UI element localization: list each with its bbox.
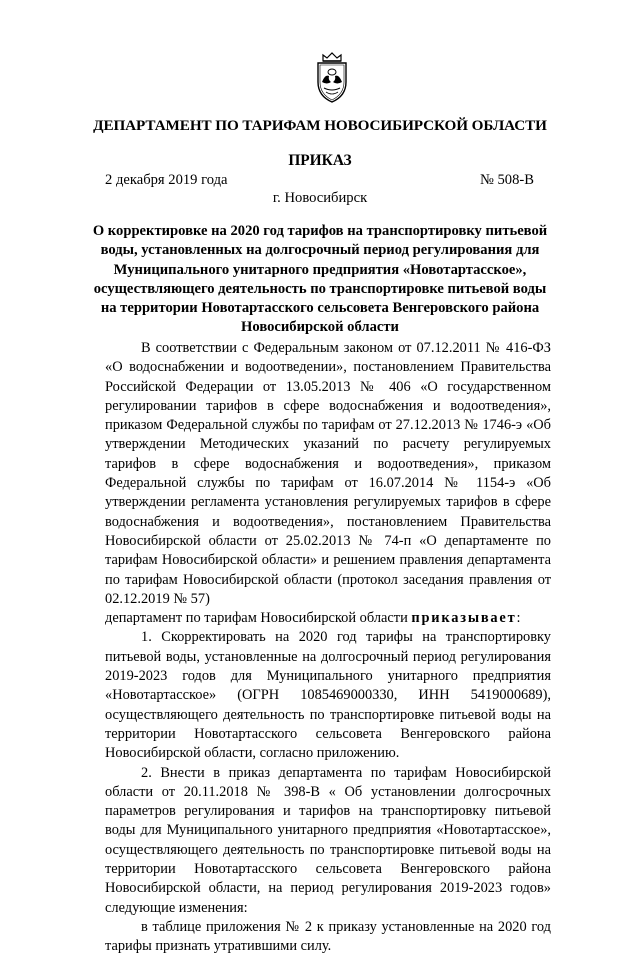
- document-number: № 508-В: [479, 172, 534, 188]
- document-title: О корректировке на 2020 год тарифов на транспортировку питьевой воды, установленных на долгосрочный период регулирования для Муниципального унитарного предприятия «Новотартасское», осуществляющего деятельность по транспортировке питьевой воды на территории Новотартасского сельсовета Венгеровского района Новосибирской области: [92, 223, 548, 336]
- decree-prefix: департамент по тарифам Новосибирской области: [105, 610, 412, 627]
- novosibirsk-oblast-coat-of-arms-icon: [312, 52, 352, 104]
- document-body: [105, 339, 551, 957]
- document-date: 2 декабря 2019 года: [105, 172, 228, 188]
- item-1-paragraph: 1. Скорректировать на 2020 год тарифы на транспортировку питьевой воды, установленные на долгосрочный период регулирования 2019-2023 годов для Муниципального унитарного предприятия «Новотартасское» (ОГРН 1085469000330, ИНН 5419000689), осуществляющего деятельность по транспортировке питьевой воды на территории Новотартасского сельсовета Венгеровского района Новосибирской области, согласно приложению.: [105, 629, 551, 762]
- preamble-paragraph: В соответствии с Федеральным законом от 07.12.2011 № 416-ФЗ «О водоснабжении и водоотведении», постановлением Правительства Российской Федерации от 13.05.2013 № 406 «О государственном регулировании тарифов в сфере водоснабжения и водоотведения», приказом Федеральной службы по тарифам от 27.12.2013 № 1746-э «Об утверждении Методических указаний по расчету регулируемых тарифов в сфере водоснабжения и водоотведения», приказом Федеральной службы по тарифам от 16.07.2014 № 1154-э «Об утверждении регламента установления регулируемых тарифов в сфере водоснабжения и водоотведения», постановлением Правительства Новосибирской области от 25.02.2013 № 74-п «О департаменте по тарифам Новосибирской области» и решением правления департамента по тарифам Новосибирской области (протокол заседания правления от 02.12.2019 № 57): [105, 340, 551, 607]
- decree-colon: :: [516, 610, 521, 627]
- document-type: ПРИКАЗ: [288, 152, 352, 169]
- decree-word: приказывает: [411, 610, 517, 627]
- item-2-paragraph: 2. Внести в приказ департамента по тарифам Новосибирской области от 20.11.2018 № 398-В « Об установлении долгосрочных параметров регулирования и тарифов на транспортировку питьевой воды для Муниципального унитарного предприятия «Новотартасское», осуществляющего деятельность по транспортировке питьевой воды на территории Новотартасского сельсовета Венгеровского района Новосибирской области, на период регулирования 2019-2023 годов» следующие изменения:: [105, 764, 551, 916]
- item-2-sub-paragraph: в таблице приложения № 2 к приказу установленные на 2020 год тарифы признать утратившими силу.: [105, 918, 551, 955]
- decree-line: [105, 609, 551, 628]
- department-name: ДЕПАРТАМЕНТ ПО ТАРИФАМ НОВОСИБИРСКОЙ ОБЛАСТИ: [93, 117, 547, 134]
- document-city: г. Новосибирск: [272, 190, 368, 206]
